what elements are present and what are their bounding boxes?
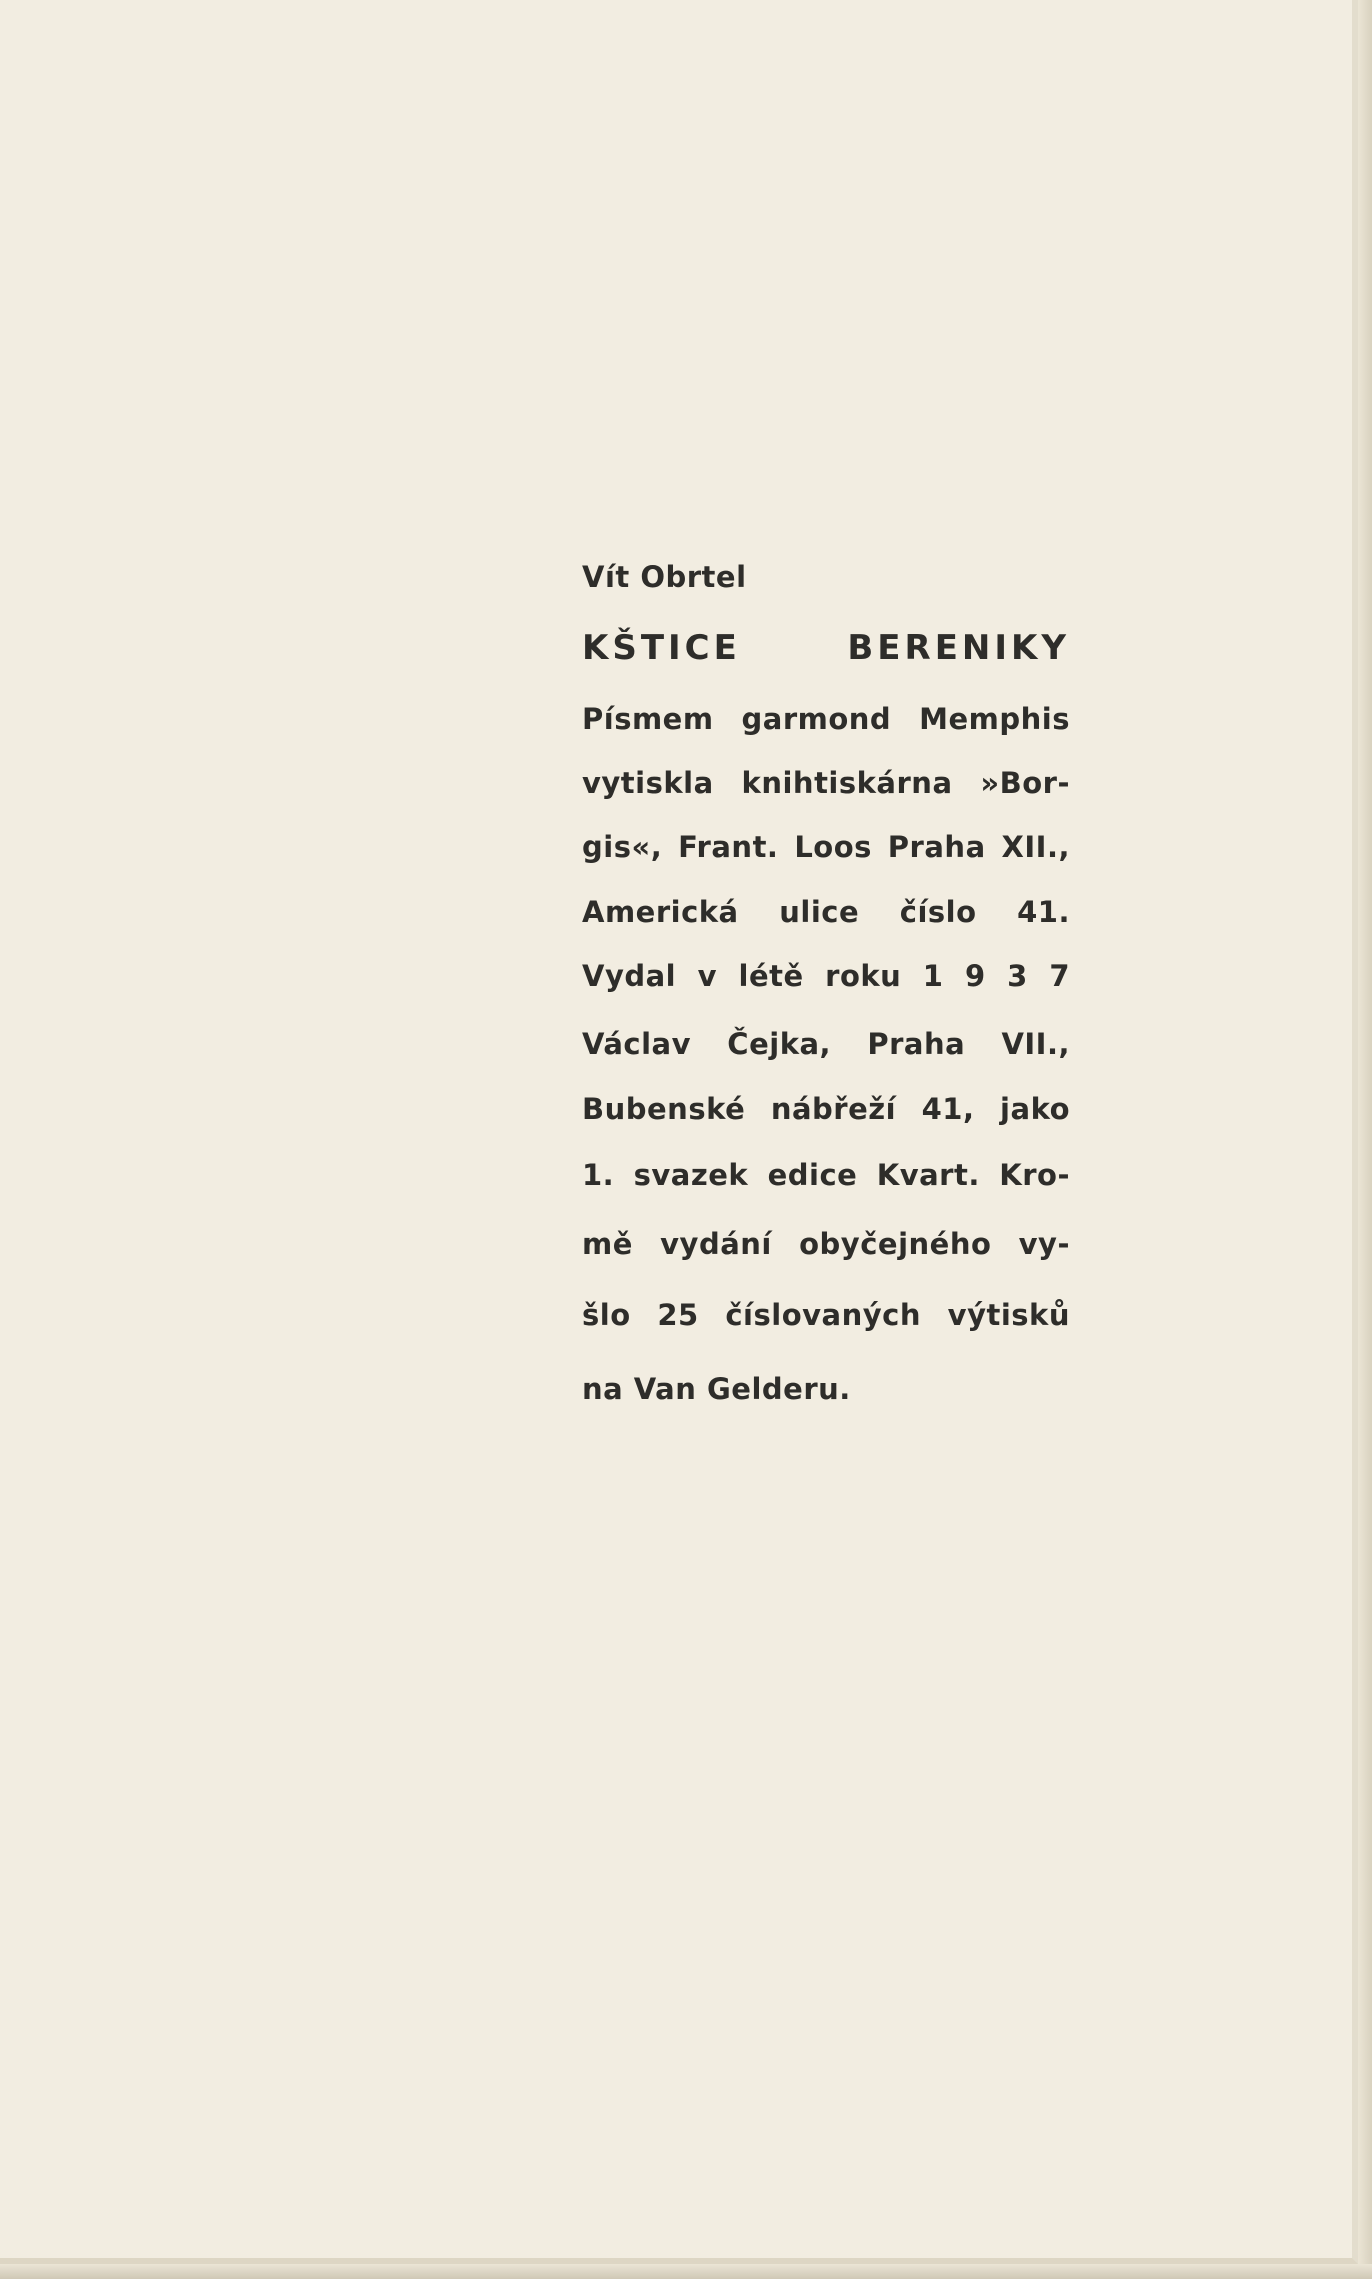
colophon-line: Bubenské nábřeží 41, jako [582,1092,1070,1126]
page-edge [1358,0,1372,2279]
colophon-line: Václav Čejka, Praha VII., [582,1027,1070,1061]
page-bottom-edge [0,2264,1372,2279]
colophon-line: Písmem garmond Memphis [582,702,1070,736]
colophon-line: šlo 25 číslovaných výtisků [582,1298,1070,1332]
colophon-line: na Van Gelderu. [582,1372,851,1406]
colophon-line: Vydal v létě roku 1 9 3 7 [582,959,1070,993]
colophon-line: 1. svazek edice Kvart. Kro- [582,1158,1070,1192]
colophon-line: mě vydání obyčejného vy- [582,1227,1070,1261]
author-name: Vít Obrtel [582,560,747,594]
book-title: KŠTICE BERENIKY [582,628,1070,668]
colophon-line: Americká ulice číslo 41. [582,895,1070,929]
colophon-line: gis«, Frant. Loos Praha XII., [582,830,1070,864]
colophon-line: vytiskla knihtiskárna »Bor- [582,766,1070,800]
